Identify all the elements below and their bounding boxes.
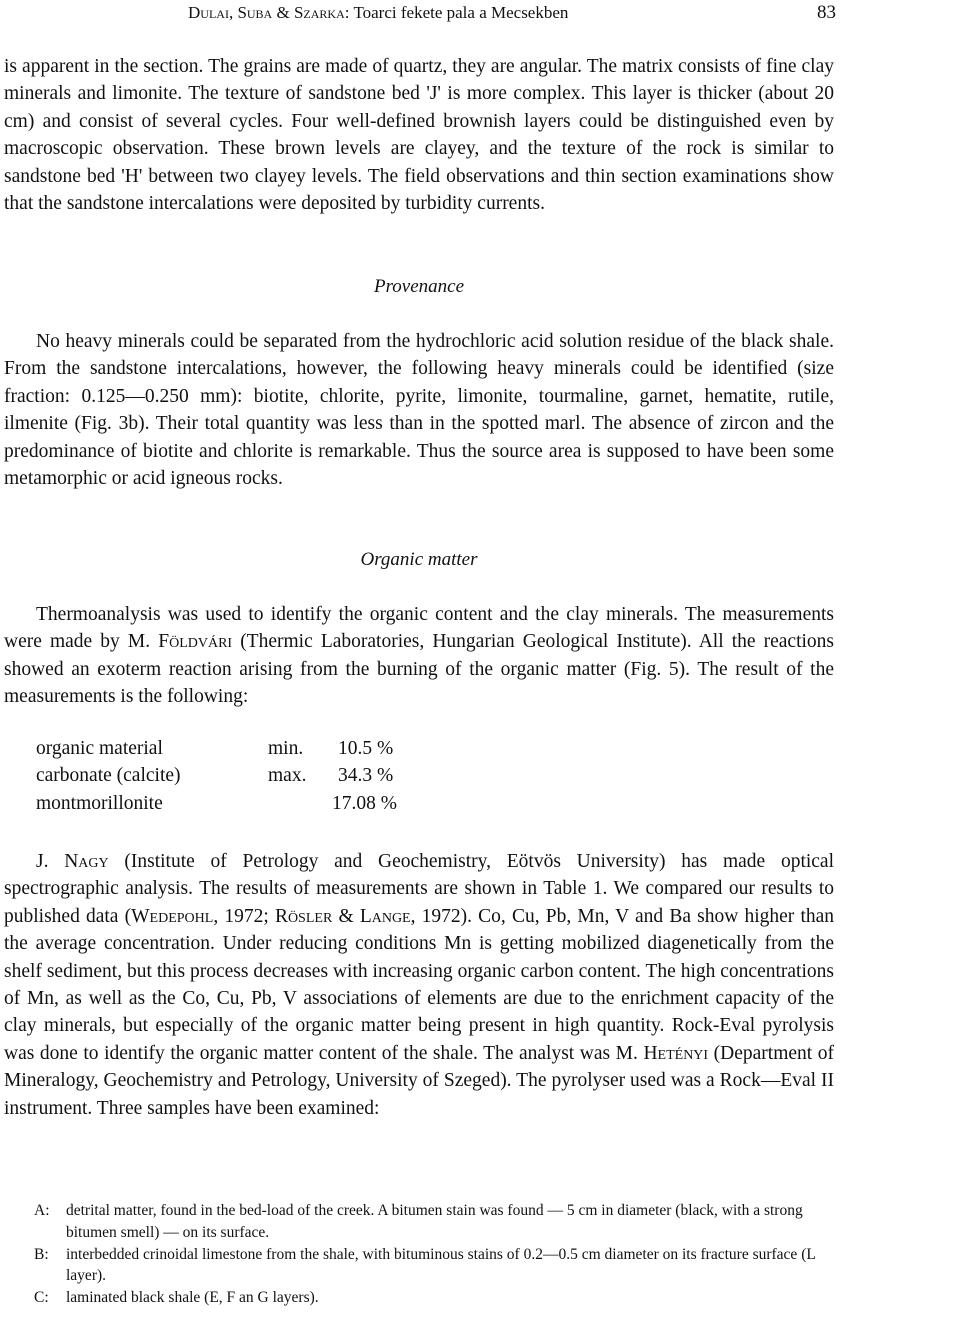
page-number: 83 xyxy=(817,2,836,23)
author-separator: & xyxy=(272,3,294,22)
author-separator: : xyxy=(344,3,354,22)
text-run: J. xyxy=(36,851,49,872)
person-name: Földvári xyxy=(158,631,233,653)
result-material: montmorillonite xyxy=(36,792,163,814)
result-material: organic material xyxy=(36,738,163,759)
sample-list xyxy=(34,1200,836,1309)
organic-matter-heading: Organic matter xyxy=(360,549,478,570)
sample-label: B: xyxy=(34,1245,49,1263)
organic-paragraph-2 xyxy=(4,848,834,1122)
text-run: , 1972). Co, Cu, Pb, Mn, V and Ba show higher than the average concentration. Under reducing conditions Mn is getting mobilized diagenetically from the shelf sediment, but this process decreases with increasing organic carbon content. The high concentrations of Mn, as well as the Co, Cu, Pb, V associations of elements are due to the enrichment capacity of the clay minerals, but especially of the organic matter being present in high quantity. Rock-Eval pyrolysis was done to identify the organic matter content of the shale. The analyst was M. xyxy=(4,905,835,1064)
sample-item xyxy=(34,1287,836,1309)
sample-description: interbedded crinoidal limestone from the shale, with bituminous stains of 0.2—0.5 cm diameter on its fracture surface (L layer). xyxy=(66,1245,816,1285)
result-value: 34.3 % xyxy=(338,765,394,787)
result-material: carbonate (calcite) xyxy=(36,765,181,787)
result-value: 10.5 % xyxy=(338,738,394,759)
text-run: , 1972; xyxy=(213,905,269,927)
text-run: (Department of Mineralogy, Geochemistry and Petrology, University of Szeged). The pyrolyser used was a Rock—Eval II instrument. Three samples have been examined: xyxy=(4,1042,835,1119)
sample-item xyxy=(34,1200,836,1244)
sample-label: C: xyxy=(34,1289,49,1307)
organic-paragraph-1 xyxy=(4,601,834,711)
running-title: Toarci fekete pala a Mecsekben xyxy=(353,3,569,22)
person-name: Wedepohl xyxy=(131,905,214,927)
provenance-heading: Provenance xyxy=(373,276,465,297)
person-name: Nagy xyxy=(64,851,109,872)
sample-item xyxy=(34,1244,836,1288)
sample-label: A: xyxy=(34,1202,50,1219)
sample-description: laminated black shale (E, F an G layers). xyxy=(66,1289,319,1307)
person-name: Hetényi xyxy=(643,1042,709,1064)
running-head xyxy=(188,0,648,26)
author-separator: , xyxy=(228,3,238,22)
text-run: Thermoanalysis was used to identify the organic content and the clay minerals. The measurements were made by M. xyxy=(4,604,834,653)
text-run: (Institute of Petrology and Geochemistry, Eötvös University) has made optical spectrographic analysis. The results of measurements are shown in Table 1. We compared our results to published data ( xyxy=(4,851,835,927)
text-run: (Thermic Laboratories, Hungarian Geological Institute). All the reactions showed an exoterm reaction arising from the burning of the organic matter (Fig. 5). The result of the measurements is the following: xyxy=(4,631,835,708)
result-value: 17.08 % xyxy=(332,792,397,814)
author-name: Suba xyxy=(237,3,273,22)
result-qualifier: max. xyxy=(268,765,307,787)
author-name: Szarka xyxy=(293,3,345,22)
provenance-paragraph xyxy=(4,328,834,492)
intro-text: is apparent in the section. The grains are made of quartz, they are angular. The matrix consists of fine clay minerals and limonite. The texture of sandstone bed 'J' is more complex. This layer is thicker (about 20 cm) and consist of several cycles. Four well-defined brownish layers could be distinguished even by macroscopic observation. These brown levels are clayey, and the texture of the rock is similar to sandstone bed 'H' between two clayey levels. The field observations and thin section examinations show that the sandstone intercalations were deposited by turbidity currents. xyxy=(4,56,834,215)
intro-paragraph xyxy=(4,53,834,217)
sample-description: detrital matter, found in the bed-load of the creek. A bitumen stain was found — 5 cm in diameter (black, with a strong bitumen smell) — on its surface. xyxy=(66,1202,803,1241)
person-name: Rösler xyxy=(274,905,333,927)
provenance-text: No heavy minerals could be separated from the hydrochloric acid solution residue of the black shale. From the sandstone intercalations, however, the following heavy minerals could be identified (size fraction: 0.125—0.250 mm): biotite, chlorite, pyrite, limonite, tourmaline, garnet, hematite, rutile, ilmenite (Fig. 3b). Their total quantity was less than in the spotted marl. The absence of zircon and the predominance of biotite and chlorite is remarkable. Thus the source area is supposed to have been some metamorphic or acid igneous rocks. xyxy=(4,331,834,490)
text-run: & xyxy=(338,905,354,927)
result-qualifier: min. xyxy=(268,738,304,759)
author-name: Dulai xyxy=(188,3,229,22)
person-name: Lange xyxy=(359,905,411,927)
